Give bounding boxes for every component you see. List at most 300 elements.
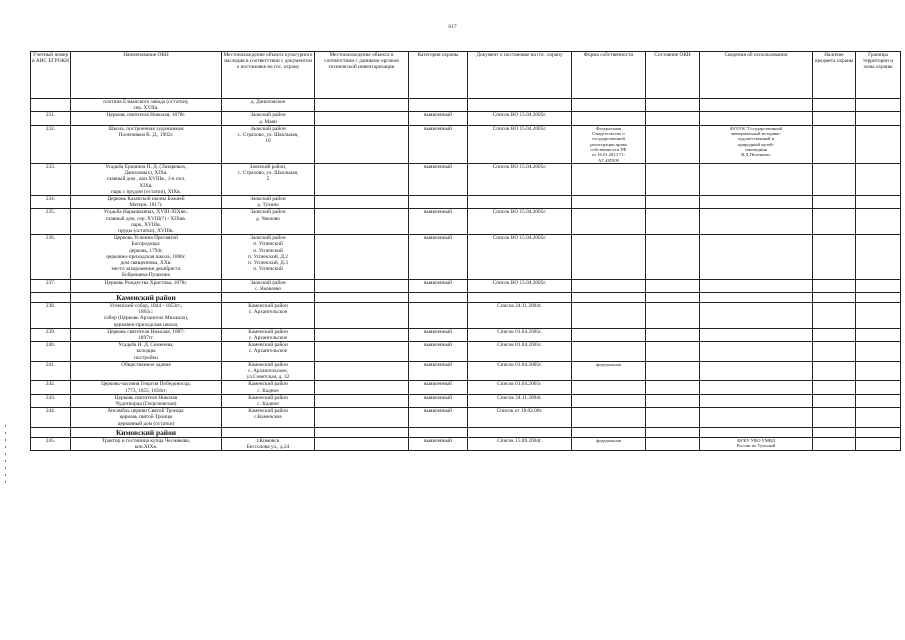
object-name-line: церковь святой Троицы [119,414,173,421]
object-location [222,302,315,328]
usage-info-line: ФГКУ УВО УМВД [737,437,775,443]
territory-boundaries [856,125,901,163]
object-name [71,195,222,208]
object-location-line: 10 [265,138,271,145]
tech-location [315,99,409,112]
ownership-form [572,163,646,195]
object-name [71,235,222,279]
object-name-line: собор (Церковь Архангела Михаила), [103,315,189,322]
object-name-line: Успенский собор, 1844 - 1853гг., [109,302,183,309]
protection-document: Список ВО 15.04.2005г. [468,125,572,163]
usage-info [700,328,813,341]
protection-document: Список ВО 15.04.2005г. [468,279,572,292]
object-name [71,279,222,292]
object-name-line: 1897гг. [138,334,154,341]
record-number: 244. [31,408,71,428]
protection-category: выявленный [409,394,468,407]
object-location-line: с. Архангельское [248,309,288,316]
protection-document: Список ВО 15.04.2005г. [468,235,572,279]
record-number: 232. [31,125,71,163]
object-location-line: с. Архангельское [248,348,288,355]
object-condition [646,209,700,235]
object-location-line: с. Кадное [257,387,279,394]
protection-document: Список 01.04.2005г. [468,328,572,341]
object-location [222,235,315,279]
object-name-line: Церковь святителя Николая, 1887- [107,328,185,335]
record-number: 240. [31,342,71,362]
object-name-line: 1865г.: [138,309,154,316]
object-location-line: Каменский район [248,328,288,335]
object-name-line: Трактир и гостиница купца Чесмякова, [102,437,190,444]
page-number: 617 [448,24,457,30]
object-location [222,394,315,407]
protection-category: выявленный [409,361,468,381]
tech-location [315,209,409,235]
protection-document: Список от 18.02.08г. [468,408,572,428]
object-name-line: Бобрищева-Пушкина [122,272,170,279]
territory-boundaries [856,394,901,407]
ownership-form [572,361,646,381]
table-row [31,163,901,195]
object-name [71,408,222,428]
table-row [31,361,901,381]
usage-info-line: мемориальный историко- [731,131,781,137]
usage-info [700,279,813,292]
object-name-line: кон.XIXв. [134,444,158,451]
territory-boundaries [856,235,901,279]
protection-category: выявленный [409,163,468,195]
ownership-form [572,437,646,450]
col-header-usage: Сведения об использовании [700,52,813,99]
usage-info [700,125,813,163]
object-condition [646,381,700,394]
object-name-line: Ансамбль церкви Святой Троицы: [107,408,185,415]
ownership-form [572,99,646,112]
table-header [31,52,901,99]
object-name-line: пруды (остатки), XVIIIв. [118,227,174,234]
object-location [222,437,315,450]
territory-boundaries [856,381,901,394]
col-header-location-doc: Местонахождение объекта культурного наследия в соответствии с документом о постановке на гос. охрану [222,52,315,99]
ownership-form [572,302,646,328]
protection-subject [813,279,856,292]
object-name-line: Поленовым В. Д., 1902г. [118,132,174,139]
protection-subject [813,99,856,112]
object-location-line: Заокский район [250,112,286,119]
object-location [222,328,315,341]
object-name-line: сер. XVIIв. [133,105,159,112]
object-name [71,99,222,112]
ownership-form-line: собственности РФ [590,147,627,152]
col-header-category: Категория охраны [409,52,468,99]
ownership-form-line: федеральная [596,361,621,367]
tech-location [315,381,409,394]
ownership-form [572,381,646,394]
object-location [222,408,315,428]
usage-info [700,408,813,428]
usage-info-line: В.Д.Поленова» [741,152,771,158]
protection-document: Список ВО 15.04.2005г. [468,112,572,125]
object-name-line: Усадьба Н. Д. Семенова, [118,342,174,349]
tech-location [315,195,409,208]
object-location-line: с. Архангельское [248,334,288,341]
usage-info [700,163,813,195]
usage-info-line: заповедник [744,147,768,152]
object-name-line: парк, XVIIIв. [131,221,161,228]
territory-boundaries [856,112,901,125]
object-name-line: колодцы [136,348,156,355]
ownership-form [572,112,646,125]
record-number: 243. [31,394,71,407]
record-number: 237. [31,279,71,292]
object-name [71,302,222,328]
object-location-line: Заокский район [250,195,286,202]
col-header-location-tech: Местонахождение объекта в соответствии с данными органов технической инвентаризации [315,52,409,99]
object-location-line: Каменский район [248,361,288,368]
protection-subject [813,394,856,407]
ownership-form-line: АГ 485509 [598,157,619,163]
tech-location [315,163,409,195]
protection-category: выявленный [409,125,468,163]
territory-boundaries [856,342,901,362]
object-location [222,195,315,208]
territory-boundaries [856,328,901,341]
record-number: 234. [31,195,71,208]
usage-info [700,112,813,125]
protection-document: Список ВО 15.04.2005г. [468,163,572,195]
usage-info [700,342,813,362]
protection-document: Список 01.04.2005г. [468,361,572,381]
heritage-register-table [30,51,901,451]
object-location [222,163,315,195]
record-number: 238. [31,302,71,328]
protection-category: выявленный [409,235,468,279]
object-name-line: Общественное здание [121,361,171,368]
object-location [222,342,315,362]
table-row [31,112,901,125]
object-name-line: Богородицы: [131,241,161,248]
object-location [222,125,315,163]
object-location-line: с. Страхово, ул. Школьная, [237,132,299,139]
ownership-form [572,342,646,362]
ownership-form-line: Свидетельство о [592,131,625,137]
object-name-line: церковь, 1794г. [129,247,163,254]
protection-subject [813,342,856,362]
object-location-line: ул.Советская, д. 32 [246,374,290,381]
district-heading: Каменский район [71,292,222,302]
object-location-line: Заокский район [250,209,286,216]
district-heading: Кимовский район [71,427,222,437]
table-row [31,209,901,235]
protection-subject [813,195,856,208]
object-location-line: Бессолова ул., д.24 [246,444,290,451]
object-location [222,279,315,292]
ownership-form [572,394,646,407]
object-location-line: д. Даниловское [250,99,286,105]
record-number: 239. [31,328,71,341]
territory-boundaries [856,209,901,235]
object-condition [646,195,700,208]
section-row [31,427,901,437]
usage-info [700,437,813,450]
protection-subject [813,302,856,328]
territory-boundaries [856,195,901,208]
table-body [31,99,901,451]
protection-document: Список 15.09.2004г. [468,437,572,450]
record-number: 235. [31,209,71,235]
table-row [31,381,901,394]
object-name-line: место захоронения декабриста [111,266,181,273]
object-name-line: XIXв. [139,182,153,189]
object-name-line: Усадьба Нарышкиных, XVIII-XIXвв.: [103,209,189,216]
object-condition [646,342,700,362]
protection-document [468,195,572,208]
protection-category: выявленный [409,112,468,125]
ownership-form-line: государственной [592,136,625,142]
object-name-line: 1773, 1855, 1856гг. [124,387,168,394]
object-location-line: с.Каменское [254,414,282,421]
object-name [71,163,222,195]
ownership-form-line: от 16.01.2013 71- [591,152,626,158]
tech-location [315,328,409,341]
tech-location [315,279,409,292]
object-condition [646,437,700,450]
table-row [31,235,901,279]
object-name-line: главный дом , кон.XVIIIв., 1-я пол. [106,176,186,183]
protection-document: Список 01.04.2005г. [468,381,572,394]
object-location-line: п. Успенский, Д.3 [248,259,288,266]
object-name-line: Церковь Рождества Христова, 1878г. [104,279,188,286]
protection-category: выявленный [409,328,468,341]
protection-category: выявленный [409,437,468,450]
object-name-line: постройки [134,354,158,361]
object-condition [646,302,700,328]
object-location-line: с. Яковлево [254,285,282,292]
territory-boundaries [856,361,901,381]
usage-info-line: ФГБУК "Государственный [729,125,783,131]
usage-info-line: природный музей- [737,141,775,147]
usage-info [700,361,813,381]
usage-info-line: художественный и [737,136,775,142]
protection-category: выявленный [409,342,468,362]
territory-boundaries [856,99,901,112]
object-condition [646,235,700,279]
col-header-protection-subject: Наличие предмета охраны [813,52,856,99]
object-location-line: д. Тулино [257,202,279,209]
protection-document: Список ВО 15.04.2005г. [468,209,572,235]
protection-category [409,302,468,328]
protection-subject [813,112,856,125]
table-row [31,99,901,112]
object-location-line: п. Успенский [253,266,283,273]
object-name-line: плотина Елманского завода (остатки), [103,99,189,105]
object-name-line: Церковь-часовня Георгия Победоносца, [101,381,191,388]
table-row [31,394,901,407]
object-name [71,381,222,394]
ownership-form [572,279,646,292]
tech-location [315,361,409,381]
object-location-line: д. Маян [259,118,277,125]
territory-boundaries [856,408,901,428]
object-location-line: Заокский район [250,235,286,242]
tech-location [315,437,409,450]
ownership-form-line: федеральная [596,437,621,443]
object-location-line: 5 [266,176,270,183]
object-location-line: Каменский район [248,394,288,401]
col-header-name: Наименование ОКН [71,52,222,99]
ownership-form-line: Федеральная [595,125,622,131]
object-condition [646,408,700,428]
object-location-line: г.Кимовск [256,437,280,444]
territory-boundaries [856,302,901,328]
usage-info [700,195,813,208]
record-number: 236. [31,235,71,279]
object-location [222,209,315,235]
object-name-line: главный дом, сер. XVIII(?) - XIXвв. [105,215,187,222]
object-name-line: Матери, 1817г. [129,202,163,209]
usage-info [700,302,813,328]
object-condition [646,328,700,341]
table-row [31,342,901,362]
tech-location [315,342,409,362]
col-header-document: Документ о постановке на гос. охрану [468,52,572,99]
record-number: 245. [31,437,71,450]
protection-category [409,99,468,112]
object-location-line: Заокский район [250,125,286,132]
object-name [71,437,222,450]
object-name-line: Школа, построенная художником [108,125,184,132]
object-condition [646,99,700,112]
object-name-line: Церковь святителя Николая [114,394,178,401]
protection-document: Список 24.11.2004г. [468,394,572,407]
object-name-line: Церковь Казанской иконы Божией [107,195,185,202]
usage-info [700,235,813,279]
protection-category: выявленный [409,209,468,235]
tech-location [315,394,409,407]
object-condition [646,361,700,381]
protection-subject [813,125,856,163]
ownership-form [572,408,646,428]
object-name [71,112,222,125]
protection-subject [813,328,856,341]
col-header-condition: Состояние ОКН [646,52,700,99]
object-location [222,99,315,112]
object-name [71,328,222,341]
protection-subject [813,163,856,195]
object-condition [646,279,700,292]
usage-info [700,99,813,112]
usage-info [700,209,813,235]
object-condition [646,163,700,195]
protection-subject [813,381,856,394]
object-location-line: п. Успенский [253,247,283,254]
object-location-line: п. Успенский [253,241,283,248]
object-location-line: Каменский район [248,408,288,415]
ownership-form [572,328,646,341]
protection-subject [813,209,856,235]
object-location-line: Заокский район [250,279,286,286]
usage-info-line: России по Тульской [736,443,776,449]
object-location-line: Каменский район [248,381,288,388]
object-name [71,394,222,407]
table-row [31,279,901,292]
object-name [71,125,222,163]
tech-location [315,302,409,328]
object-condition [646,125,700,163]
object-location-line: с. Архангельское, [248,367,288,374]
protection-category [409,195,468,208]
ownership-form-line: регистрации права [590,141,627,147]
record-number [31,99,71,112]
object-name [71,361,222,381]
object-name-line: Чудотворца (Георгиевская) [115,401,177,407]
protection-document: Список 01.04.2005г. [468,342,572,362]
object-location-line: Каменский район [248,342,288,349]
object-location-line: с. Кадное [257,401,279,407]
usage-info [700,381,813,394]
object-name-line: церковно-приходская школа, 1886г. [106,253,186,260]
tech-location [315,235,409,279]
ownership-form [572,195,646,208]
object-name-line: Даниловых), XIXв. [124,170,168,177]
col-header-number: Учетный номер в АИС ЕГРОКН [31,52,71,99]
record-number: 241. [31,361,71,381]
object-location [222,112,315,125]
tech-location [315,125,409,163]
protection-subject [813,408,856,428]
table-row [31,125,901,163]
record-number: 242. [31,381,71,394]
object-location-line: д. Чекчово [256,215,280,222]
protection-subject [813,437,856,450]
ownership-form [572,125,646,163]
protection-subject [813,361,856,381]
object-location-line: с. Страхово, ул. Школьная, [237,170,299,177]
territory-boundaries [856,279,901,292]
object-name-line: Усадьба Ерошина П. Д. (Лазаревых, [105,163,187,170]
object-location-line: п. Успенский, Д.2 [248,253,288,260]
record-number: 233. [31,163,71,195]
object-name-line: Церковь святителя Николая, 1878г. [106,112,186,119]
object-name-line: парк с прудом (остатки), XIXв. [111,188,181,195]
usage-info [700,394,813,407]
protection-category: выявленный [409,279,468,292]
object-name [71,209,222,235]
scan-margin-marks [4,420,7,490]
table-row [31,302,901,328]
tech-location [315,408,409,428]
protection-category: выявленный [409,408,468,428]
col-header-boundaries: Границы территории и зоны охраны [856,52,901,99]
object-name-line: церковный дом (остатки) [117,420,175,427]
protection-document [468,99,572,112]
object-location [222,381,315,394]
object-name-line: Церковь Успения Пресвятой [113,235,178,242]
section-row [31,292,901,302]
table-row [31,195,901,208]
protection-subject [813,235,856,279]
object-name-line: дом священника, XXв. [120,259,172,266]
protection-document: Список 24.11.2004г. [468,302,572,328]
col-header-ownership: Форма собственности [572,52,646,99]
object-location [222,361,315,381]
record-number: 231. [31,112,71,125]
object-condition [646,394,700,407]
tech-location [315,112,409,125]
table-row [31,437,901,450]
object-name-line: церковно-приходская школа, [113,321,179,328]
territory-boundaries [856,437,901,450]
